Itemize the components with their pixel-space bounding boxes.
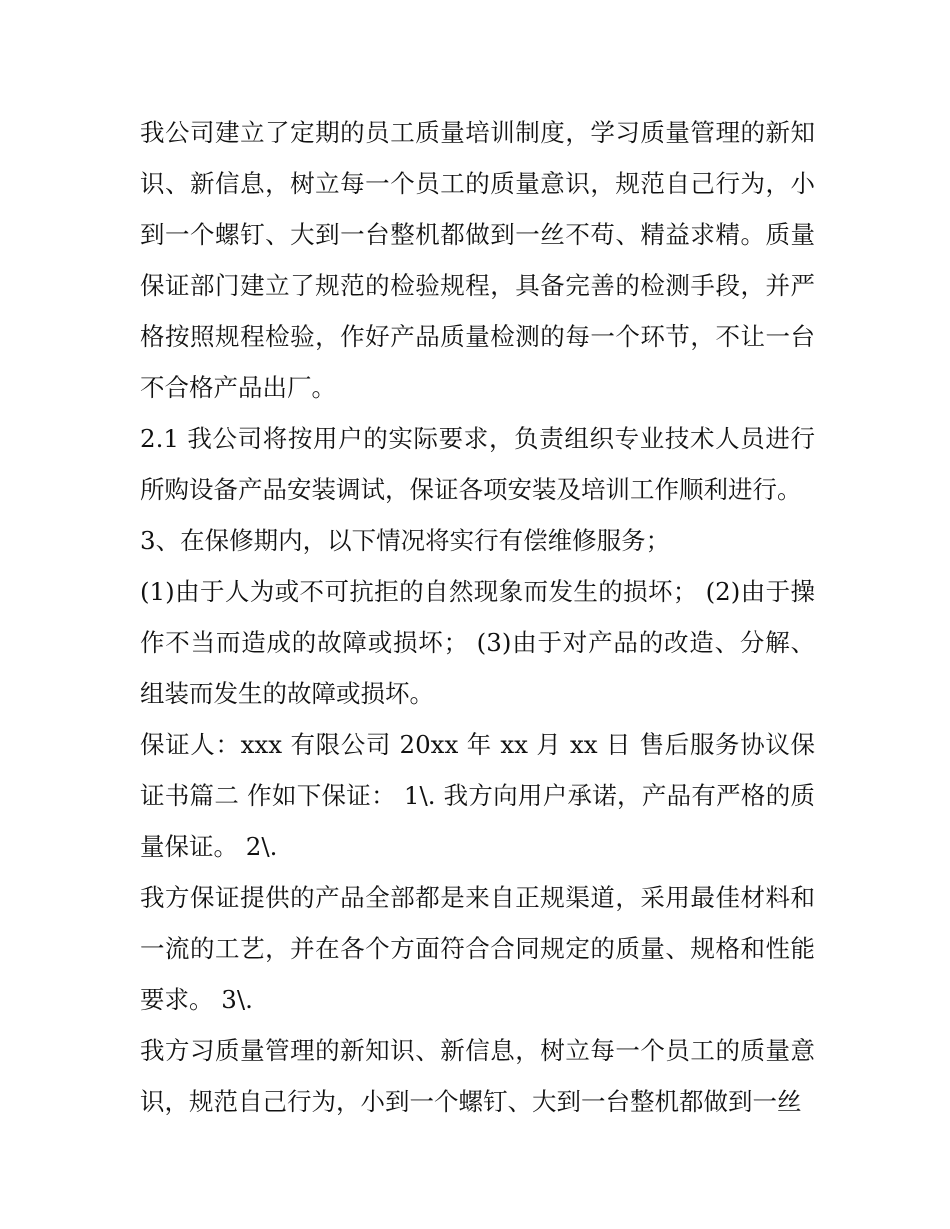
paragraph-guarantor: 保证人：xxx 有限公司 20xx 年 xx 月 xx 日 售后服务协议保证书篇二 作如下保证： 1\. 我方向用户承诺，产品有严格的质量保证。 2\. [140,730,815,861]
paragraph-quality-training: 我公司建立了定期的员工质量培训制度，学习质量管理的新知识、新信息，树立每一个员工的质量意识，规范自己行为，小到一个螺钉、大到一台整机都做到一丝不苟、精益求精。质量保证部门建立了规范的检验规程，具备完善的检测手段，并严格按照规程检验，作好产品质量检测的每一个环节，不让一台不合格产品出厂。 [140,118,815,402]
document-body [140,107,815,1127]
paragraph-quality-management: 我方习质量管理的新知识、新信息，树立每一个员工的质量意识，规范自己行为，小到一个螺钉、大到一台整机都做到一丝 [140,1036,815,1116]
paragraph-product-source: 我方保证提供的产品全部都是来自正规渠道，采用最佳材料和一流的工艺，并在各个方面符合合同规定的质量、规格和性能要求。 3\. [140,883,815,1014]
paragraph-installation: 2.1 我公司将按用户的实际要求，负责组织专业技术人员进行所购设备产品安装调试，保证各项安装及培训工作顺利进行。 [140,424,815,504]
paragraph-paid-repair-heading: 3、在保修期内，以下情况将实行有偿维修服务； [140,526,671,555]
paragraph-paid-repair-cases: (1)由于人为或不可抗拒的自然现象而发生的损坏； (2)由于操作不当而造成的故障或损坏； (3)由于对产品的改造、分解、组装而发生的故障或损坏。 [140,577,815,708]
